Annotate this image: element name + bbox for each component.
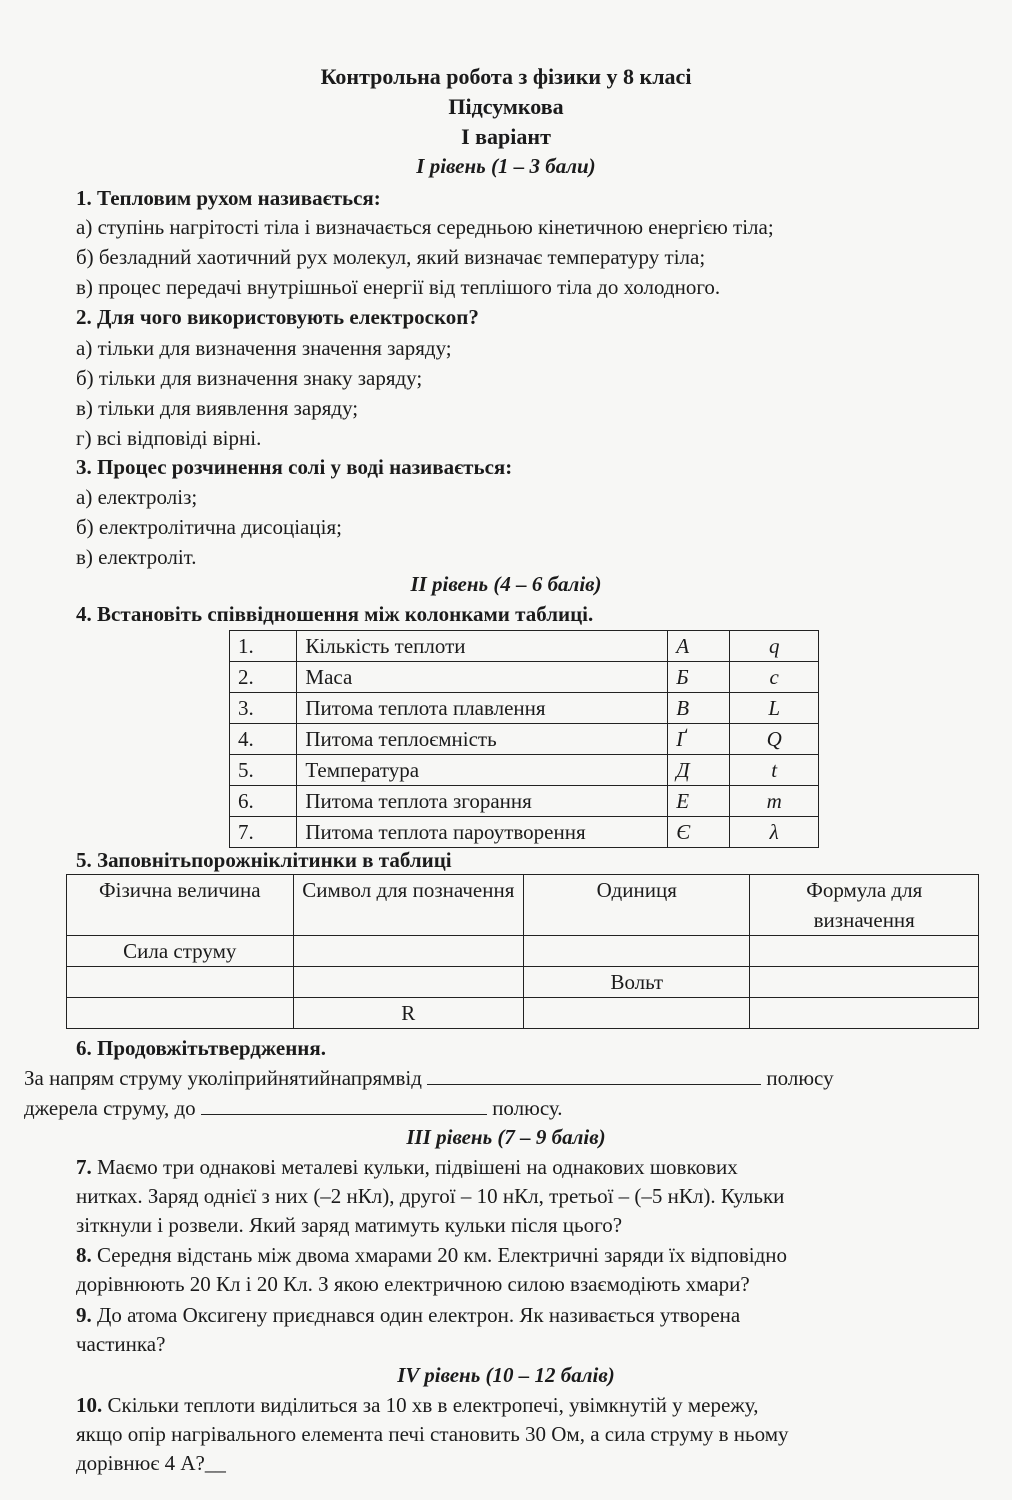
question-1-option-a: а) ступінь нагрітості тіла і визначається середньою кінетичною енергією тіла; [76, 215, 774, 239]
table-row [230, 755, 819, 786]
quantity-name: Температура [297, 755, 668, 786]
question-7-text: Маємо три однакові металеві кульки, підвішені на однакових шовкових [97, 1155, 738, 1179]
quantity-name: Маса [297, 662, 668, 693]
quantity-symbol: t [730, 755, 819, 786]
cell-formula[interactable] [750, 936, 979, 967]
question-2-option-b: б) тільки для визначення знаку заряду; [76, 366, 423, 390]
quantity-symbol: c [730, 662, 819, 693]
question-9-line-1 [76, 1301, 740, 1330]
quantity-name: Питома теплота пароутворення [297, 817, 668, 848]
answer-blank-2[interactable] [201, 1094, 487, 1115]
table-row [230, 724, 819, 755]
table-row [67, 936, 979, 967]
question-9-text: До атома Оксигену приєднався один електрон. Як називається утворена [97, 1303, 741, 1327]
header-symbol: Символ для позначення [293, 875, 524, 936]
cell-formula[interactable] [750, 967, 979, 998]
question-7-line-1 [76, 1153, 738, 1182]
cell-unit[interactable] [524, 936, 750, 967]
header-formula: Формула для визначення [750, 875, 979, 936]
answer-letter: А [668, 631, 730, 662]
question-2-option-d: г) всі відповіді вірні. [76, 426, 262, 450]
question-10-number: 10. [76, 1393, 103, 1417]
fill-in-table [66, 874, 979, 1029]
question-3-option-c: в) електроліт. [76, 545, 197, 569]
statement-text: джерела струму, до [24, 1096, 196, 1120]
question-5-title: 5. Заповнітьпорожніклітинки в таблиці [76, 848, 452, 872]
question-6-line-2 [24, 1094, 563, 1123]
table-row [230, 662, 819, 693]
question-1-option-c: в) процес передачі внутрішньої енергії від теплішого тіла до холодного. [76, 275, 721, 299]
row-number: 7. [230, 817, 297, 848]
answer-blank-1[interactable] [427, 1064, 761, 1085]
cell-quantity[interactable] [67, 998, 294, 1029]
quantity-name: Питома теплоємність [297, 724, 668, 755]
question-1-title: 1. Тепловим рухом називається: [76, 186, 381, 210]
level-3-heading: ІІІ рівень (7 – 9 балів) [406, 1125, 606, 1149]
quantity-symbol: L [730, 693, 819, 724]
question-1-option-b: б) безладний хаотичний рух молекул, який визначає температуру тіла; [76, 245, 706, 269]
row-number: 4. [230, 724, 297, 755]
quantity-name: Питома теплота згорання [297, 786, 668, 817]
question-9-line-2: частинка? [76, 1332, 166, 1356]
quantity-symbol: Q [730, 724, 819, 755]
question-2-title: 2. Для чого використовують електроскоп? [76, 305, 479, 329]
table-header-row [67, 875, 979, 936]
question-8-line-1 [76, 1241, 787, 1270]
row-number: 2. [230, 662, 297, 693]
answer-letter: Б [668, 662, 730, 693]
matching-table [229, 630, 819, 848]
header-unit: Одиниця [524, 875, 750, 936]
statement-text: полюсу [766, 1066, 834, 1090]
cell-unit: Вольт [524, 967, 750, 998]
table-row [230, 786, 819, 817]
question-7-line-2: нитках. Заряд однієї з них (–2 нКл), другої – 10 нКл, третьої – (–5 нКл). Кульки [76, 1184, 785, 1208]
quantity-name: Кількість теплоти [297, 631, 668, 662]
question-10-line-3: дорівнює 4 А?__ [76, 1451, 226, 1475]
answer-letter: Д [668, 755, 730, 786]
quantity-name: Питома теплота плавлення [297, 693, 668, 724]
quantity-symbol: λ [730, 817, 819, 848]
question-6-title: 6. Продовжітьтвердження. [76, 1036, 327, 1060]
table-row [67, 998, 979, 1029]
question-8-text: Середня відстань між двома хмарами 20 км. Електричні заряди їх відповідно [97, 1243, 787, 1267]
level-1-heading: І рівень (1 – 3 бали) [416, 154, 596, 178]
question-6-line-1 [24, 1064, 834, 1093]
cell-formula[interactable] [750, 998, 979, 1029]
answer-letter: В [668, 693, 730, 724]
question-9-number: 9. [76, 1303, 92, 1327]
level-2-heading: ІІ рівень (4 – 6 балів) [410, 572, 602, 596]
question-7-line-3: зіткнули і розвели. Який заряд матимуть кульки після цього? [76, 1213, 623, 1237]
page-subtitle: Підсумкова [448, 94, 564, 119]
quantity-symbol: m [730, 786, 819, 817]
question-8-number: 8. [76, 1243, 92, 1267]
question-3-title: 3. Процес розчинення солі у воді називається: [76, 455, 513, 479]
level-4-heading: ІV рівень (10 – 12 балів) [397, 1363, 615, 1387]
question-2-option-a: а) тільки для визначення значення заряду; [76, 336, 452, 360]
table-row [230, 631, 819, 662]
question-10-line-2: якщо опір нагрівального елемента печі становить 30 Ом, а сила струму в ньому [76, 1422, 789, 1446]
row-number: 5. [230, 755, 297, 786]
variant-label: І варіант [461, 124, 551, 149]
statement-text: За напрям струму уколіприйнятийнапрямвід [24, 1066, 422, 1090]
row-number: 1. [230, 631, 297, 662]
statement-text: полюсу. [492, 1096, 563, 1120]
question-10-text: Скільки теплоти виділиться за 10 хв в електропечі, увімкнутій у мережу, [107, 1393, 759, 1417]
question-3-option-b: б) електролітична дисоціація; [76, 515, 342, 539]
cell-symbol: R [293, 998, 524, 1029]
answer-letter: Ґ [668, 724, 730, 755]
cell-symbol[interactable] [293, 967, 524, 998]
answer-letter: Е [668, 786, 730, 817]
table-row [67, 967, 979, 998]
page-title: Контрольна робота з фізики у 8 класі [320, 64, 692, 89]
quantity-symbol: q [730, 631, 819, 662]
question-10-line-1 [76, 1391, 758, 1420]
row-number: 3. [230, 693, 297, 724]
question-4-title: 4. Встановіть співвідношення між колонками таблиці. [76, 602, 594, 626]
header-quantity: Фізична величина [67, 875, 294, 936]
row-number: 6. [230, 786, 297, 817]
question-2-option-c: в) тільки для виявлення заряду; [76, 396, 359, 420]
cell-quantity[interactable] [67, 967, 294, 998]
cell-unit[interactable] [524, 998, 750, 1029]
answer-letter: Є [668, 817, 730, 848]
question-7-number: 7. [76, 1155, 92, 1179]
cell-symbol[interactable] [293, 936, 524, 967]
question-8-line-2: дорівнюють 20 Кл і 20 Кл. З якою електричною силою взаємодіють хмари? [76, 1272, 750, 1296]
table-row [230, 693, 819, 724]
cell-quantity: Сила струму [67, 936, 294, 967]
question-3-option-a: а) електроліз; [76, 485, 198, 509]
table-row [230, 817, 819, 848]
